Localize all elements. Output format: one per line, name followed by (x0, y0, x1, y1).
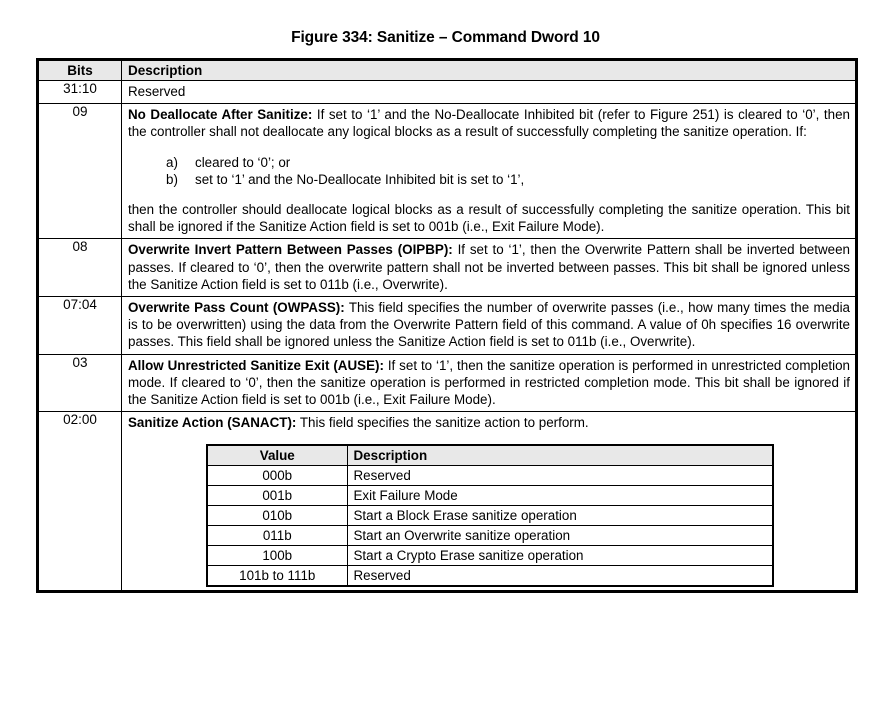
sanact-table-row (207, 526, 773, 546)
bits-cell: 08 (38, 239, 122, 297)
field-name-label: Sanitize Action (SANACT): (128, 415, 297, 431)
description-paragraph (128, 241, 850, 293)
sanact-values-table-wrapper (128, 431, 850, 587)
field-description-text: This field specifies the number of overwrite passes (i.e., how many times the media is to be overwritten) using the data from the Overwrite Pattern field of this command. A value of 0h specifies 16 overwrite passes. This field shall be ignored unless the Sanitize Action field is set to 011b (i.e., Overwrite). (128, 300, 850, 350)
description-cell (122, 239, 857, 297)
paragraph-spacer (128, 188, 850, 201)
description-paragraph (128, 414, 850, 431)
description-paragraph (128, 357, 850, 409)
bits-cell: 07:04 (38, 297, 122, 355)
sanact-table-row (207, 506, 773, 526)
column-header-bits: Bits (38, 60, 122, 81)
sanact-value-cell: 001b (207, 486, 347, 506)
sanact-description-cell: Start a Crypto Erase sanitize operation (347, 546, 773, 566)
list-item (128, 154, 850, 171)
figure-title: Figure 334: Sanitize – Command Dword 10 (291, 29, 600, 46)
column-header-description: Description (122, 60, 857, 81)
description-paragraph (128, 299, 850, 351)
sanact-value-cell: 101b to 111b (207, 566, 347, 587)
sanact-description-cell: Start a Block Erase sanitize operation (347, 506, 773, 526)
field-name-label: Allow Unrestricted Sanitize Exit (AUSE): (128, 357, 384, 373)
sanact-table-row (207, 566, 773, 587)
field-description-text: If set to ‘1’ and the No-Deallocate Inhibited bit (refer to Figure 251) is cleared to ‘0’, then the controller shall not deallocate any logical blocks as a result of successfully completing the sanitize operation. If: (128, 107, 850, 140)
list-item-text: cleared to ‘0’; or (195, 154, 291, 170)
field-description-text: If set to ‘1’, then the sanitize operation is performed in unrestricted completion mode. If cleared to ‘0’, then the sanitize operation is performed in restricted completion mode. This bit shall be ignored if the Sanitize Action field is set to 001b (i.e., Exit Failure Mode). (128, 357, 850, 408)
sanitize-cdw10-table (36, 58, 858, 593)
bits-cell: 03 (38, 354, 122, 412)
description-paragraph-continued: then the controller should deallocate logical blocks as a result of successfully completing the sanitize operation. This bit shall be ignored if the Sanitize Action field is set to 001b (i.e., Exit Failure Mode). (128, 202, 850, 235)
table-row (38, 412, 857, 592)
list-marker: a) (166, 154, 178, 170)
sanact-description-cell: Exit Failure Mode (347, 486, 773, 506)
table-header-row (38, 60, 857, 81)
lettered-list (128, 154, 850, 188)
bits-cell: 09 (38, 104, 122, 239)
field-name-label: Overwrite Pass Count (OWPASS): (128, 300, 345, 316)
sanact-values-table (206, 444, 774, 587)
sanact-table-row (207, 546, 773, 566)
paragraph-spacer (128, 141, 850, 154)
sanact-table-row (207, 486, 773, 506)
table-row (38, 239, 857, 297)
sanact-value-cell: 010b (207, 506, 347, 526)
description-cell (122, 354, 857, 412)
sanact-description-cell: Reserved (347, 466, 773, 486)
field-description-text: If set to ‘1’, then the Overwrite Pattern shall be inverted between passes. If cleared to ‘0’, then the overwrite pattern shall not be inverted between passes. This bit shall be ignored unless the Sanitize Action field is set to 011b (i.e., Overwrite). (128, 242, 850, 292)
sanact-description-cell: Reserved (347, 566, 773, 587)
table-row (38, 81, 857, 104)
sanact-column-header-value: Value (207, 445, 347, 466)
bits-cell: 31:10 (38, 81, 122, 104)
list-item (128, 171, 850, 188)
sanact-value-cell: 100b (207, 546, 347, 566)
table-row (38, 354, 857, 412)
list-item-text: set to ‘1’ and the No-Deallocate Inhibited bit is set to ‘1’, (195, 171, 525, 187)
field-name-label: No Deallocate After Sanitize: (128, 107, 313, 123)
description-cell (122, 81, 857, 104)
sanitize-cdw10-table-wrapper (36, 58, 855, 593)
description-text: Reserved (128, 84, 186, 99)
field-description-text: This field specifies the sanitize action to perform. (296, 415, 589, 431)
description-paragraph (128, 106, 850, 140)
sanact-description-cell: Start an Overwrite sanitize operation (347, 526, 773, 546)
sanact-value-cell: 000b (207, 466, 347, 486)
bits-cell: 02:00 (38, 412, 122, 592)
sanact-table-row (207, 466, 773, 486)
description-cell (122, 104, 857, 239)
table-row (38, 297, 857, 355)
sanact-table-header-row (207, 445, 773, 466)
description-cell (122, 412, 857, 592)
field-name-label: Overwrite Invert Pattern Between Passes (OIPBP): (128, 242, 453, 258)
sanact-column-header-description: Description (347, 445, 773, 466)
list-marker: b) (166, 171, 178, 187)
table-row (38, 104, 857, 239)
description-cell (122, 297, 857, 355)
sanact-value-cell: 011b (207, 526, 347, 546)
